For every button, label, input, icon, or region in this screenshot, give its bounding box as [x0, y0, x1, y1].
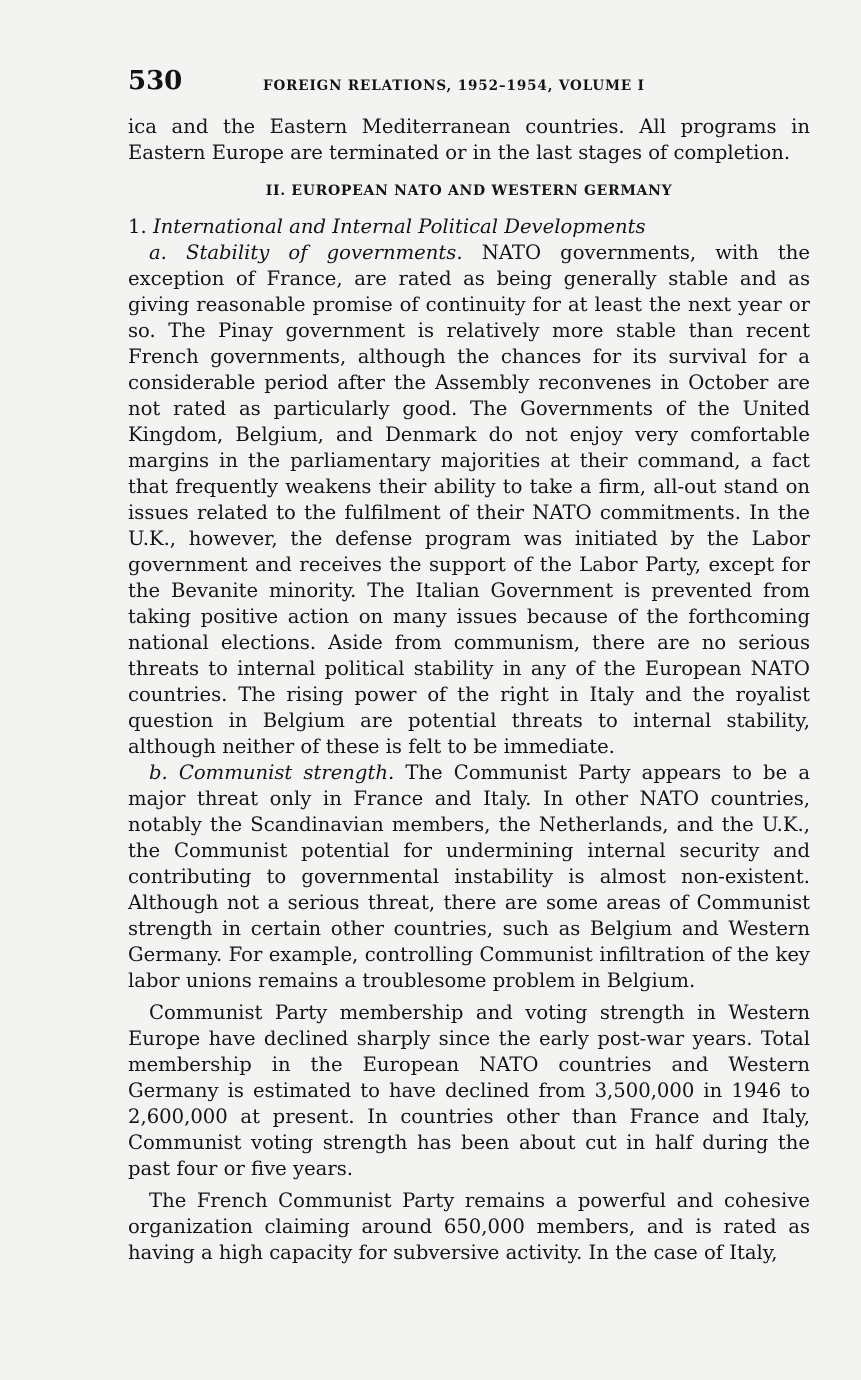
paragraph-communist-strength-text: The Communist Party appears to be a major threat only in France and Italy. In other NATO countries, notably the Scandinavian members, the Netherlands, and the U.K., the Communist potential for undermining internal security and contributing to governmental instability is almost non-existent. Although not a serious threat, there are some areas of Communist strength in certain other countries, such as Belgium and Western Germany. For example, controlling Communist infiltration of the key labor unions remains a troublesome problem in Belgium.	[128, 761, 810, 992]
paragraph-stability-text: NATO governments, with the exception of France, are rated as being generally stable and as giving reasonable promise of continuity for at least the next year or so. The Pinay government is relatively more stable than recent French governments, although the chances for its survival for a considerable period after the Assembly reconvenes in October are not rated as particularly good. The Governments of the United Kingdom, Belgium, and Denmark do not enjoy very comfortable margins in the parliamentary majorities at their command, a fact that frequently weakens their ability to take a firm, all-out stand on issues related to the fulfilment of their NATO commitments. In the U.K., however, the defense program was initiated by the Labor government and receives the support of the Labor Party, except for the Bevanite minority. The Italian Government is prevented from taking positive action on many issues because of the forthcoming national elections. Aside from communism, there are no serious threats to internal political stability in any of the European NATO countries. The rising power of the right in Italy and the royalist question in Belgium are potential threats to internal stability, although neither of these is felt to be immediate.	[128, 241, 811, 758]
paragraph-french-party: The French Communist Party remains a powerful and cohesive organization claiming around 650,000 members, and is rated as having a high capacity for subversive activity. In the case of Italy,	[128, 1189, 810, 1264]
intro-paragraph: ica and the Eastern Mediterranean countries. All programs in Eastern Europe are terminated or in the last stages of completion.	[128, 115, 810, 164]
page-header	[128, 64, 812, 104]
paragraph-membership: Communist Party membership and voting strength in Western Europe have declined sharply since the early post-war years. Total membership in the European NATO countries and Western Germany is estimated to have declined from 3,500,000 in 1946 to 2,600,000 at present. In countries other than France and Italy, Communist voting strength has been about cut in half during the past four or five years.	[128, 1001, 810, 1180]
section-heading: II. EUROPEAN NATO AND WESTERN GERMANY	[265, 183, 673, 199]
page-body	[128, 114, 810, 1266]
paragraph-stability	[128, 240, 810, 760]
page-number: 530	[128, 66, 183, 96]
paragraph-communist-strength	[128, 760, 810, 994]
subsection-number: 1.	[128, 215, 147, 238]
subsection-title: International and Internal Political Developments	[152, 215, 646, 238]
paragraph-stability-lead: a. Stability of governments.	[149, 241, 463, 264]
subsection-heading	[128, 214, 810, 240]
paragraph-communist-strength-lead: b. Communist strength.	[149, 761, 395, 784]
running-title: FOREIGN RELATIONS, 1952–1954, VOLUME I	[263, 78, 645, 94]
